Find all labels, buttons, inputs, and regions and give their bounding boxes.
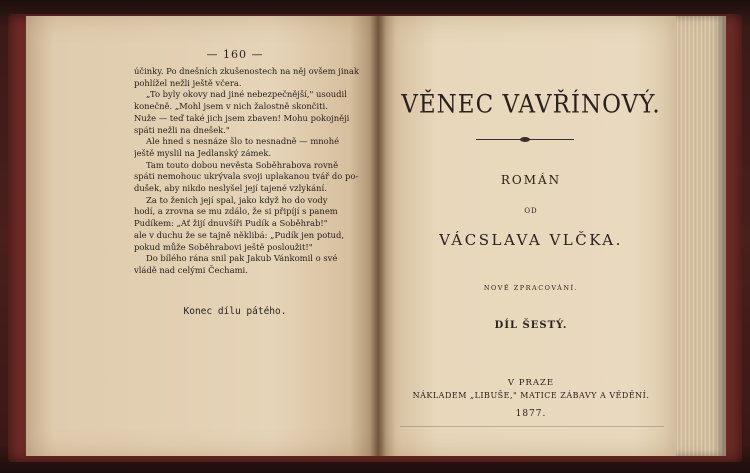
- text-line: hodí, a zrovna se mu zdálo, že si připíjí s panem: [134, 206, 338, 217]
- text-line: pohlížel nežli ještě včera.: [134, 77, 242, 88]
- imprint-year: 1877.: [515, 409, 547, 419]
- text-line: Tam touto dobou nevěsta Soběhrabova rovně: [146, 159, 339, 170]
- text-line: „To byly okovy nad jiné nebezpečnější," usoudil: [146, 89, 347, 100]
- edition-label: NOVĚ ZPRACOVÁNÍ.: [483, 284, 579, 292]
- text-line: účinky. Po dnešních zkušenostech na něj ovšem jinak: [134, 66, 359, 76]
- text-line: Za to ženich její spal, jako když ho do vody: [146, 194, 328, 205]
- text-line: Ale hned s nesnáze šlo to nesnadně — mnohé: [146, 136, 340, 147]
- author-name: VÁCSLAVA VLČKA.: [439, 231, 623, 249]
- text-line: konečně. „Mohl jsem v nich žalostně skončiti.: [134, 101, 328, 112]
- text-line: vládě nad celými Čechami.: [134, 264, 248, 275]
- text-line: Nuže — teď také jich jsem zbaven! Mohu pokojněji: [134, 112, 350, 123]
- page-number: — 160 —: [206, 48, 264, 61]
- page-shadow-line: [400, 426, 664, 427]
- text-line: spáti nemohouc ukrývala svoji uplakanou tvář do po-: [134, 171, 359, 182]
- text-line: Pudíkem: „Ať žijí dnuvšíři Pudík a Soběhrab!": [134, 218, 328, 229]
- imprint-publisher: NÁKLADEM „LIBUŠE," MATICE ZÁBAVY A VĚDĚNÍ.: [412, 391, 650, 400]
- text-line: dušek, aby nikdo neslyšel její tajené vzlykání.: [134, 183, 327, 194]
- text-line: ale v duchu že se tajně něklibá: „Pudík jen potud,: [134, 229, 345, 240]
- end-note: Konec dílu pátého.: [183, 306, 287, 317]
- book-title: VĚNEC VAVŘÍNOVÝ.: [401, 90, 661, 120]
- imprint-city: V PRAZE: [507, 378, 555, 388]
- by-label: OD: [524, 207, 538, 215]
- title-divider: [476, 139, 574, 140]
- volume-label: DÍL ŠESTÝ.: [494, 320, 568, 331]
- book-gutter: [370, 16, 386, 456]
- page-edges: [676, 16, 726, 456]
- text-line: Do bílého rána snil pak Jakub Vánkomil o své: [146, 253, 338, 264]
- genre-label: ROMÁN: [500, 173, 562, 187]
- text-line: pokud může Soběhrabovi ještě posloužit!": [134, 241, 313, 252]
- text-line: spáti nežli na dnešek.": [134, 124, 230, 135]
- left-page-text: [134, 66, 370, 277]
- text-line: ještě myslil na Jedlanský zámek.: [134, 147, 272, 158]
